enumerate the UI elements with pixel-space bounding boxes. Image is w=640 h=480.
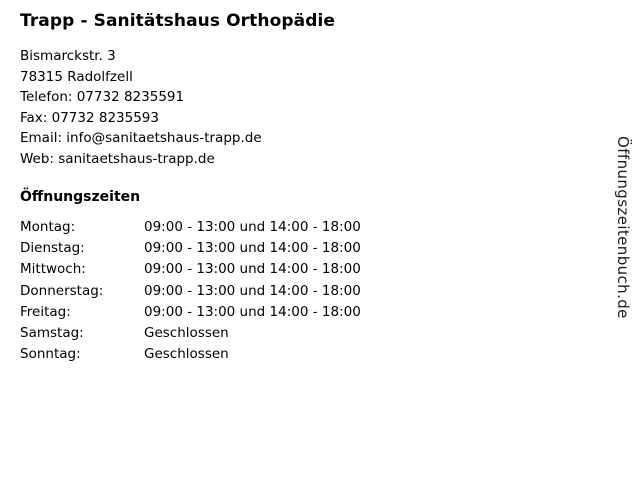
email-line: Email: info@sanitaetshaus-trapp.de	[20, 130, 262, 146]
card-content	[20, 10, 590, 367]
table-row	[20, 219, 361, 240]
day-label: Sonntag:	[20, 346, 81, 363]
table-row	[20, 325, 361, 346]
fax-line: Fax: 07732 8235593	[20, 109, 159, 126]
contact-block	[20, 46, 590, 169]
day-label: Dienstag:	[20, 240, 85, 257]
day-hours: 09:00 - 13:00 und 14:00 - 18:00	[144, 261, 361, 278]
table-row	[20, 283, 361, 304]
table-row	[20, 304, 361, 325]
website-line: Web: sanitaetshaus-trapp.de	[20, 150, 215, 167]
day-hours: 09:00 - 13:00 und 14:00 - 18:00	[144, 282, 361, 299]
page-title: Trapp - Sanitätshaus Orthopädie	[20, 11, 336, 31]
day-label: Montag:	[20, 219, 76, 235]
table-row	[20, 261, 361, 282]
day-label: Donnerstag:	[20, 282, 104, 299]
day-label: Freitag:	[20, 303, 71, 320]
opening-hours-heading: Öffnungszeiten	[20, 189, 141, 205]
phone-line: Telefon: 07732 8235591	[20, 89, 185, 105]
watermark-label: Öffnungszeitenbuch.de	[614, 136, 632, 319]
address-city: 78315 Radolfzell	[20, 68, 133, 85]
day-hours: Geschlossen	[144, 324, 229, 341]
day-label: Samstag:	[20, 324, 84, 341]
day-hours: 09:00 - 13:00 und 14:00 - 18:00	[144, 303, 361, 320]
day-hours: 09:00 - 13:00 und 14:00 - 18:00	[144, 240, 361, 257]
opening-hours-table	[20, 219, 361, 367]
address-street: Bismarckstr. 3	[20, 48, 116, 64]
table-row	[20, 240, 361, 261]
day-hours: Geschlossen	[144, 346, 229, 363]
day-label: Mittwoch:	[20, 261, 86, 278]
day-hours: 09:00 - 13:00 und 14:00 - 18:00	[144, 219, 361, 235]
table-row	[20, 346, 361, 367]
